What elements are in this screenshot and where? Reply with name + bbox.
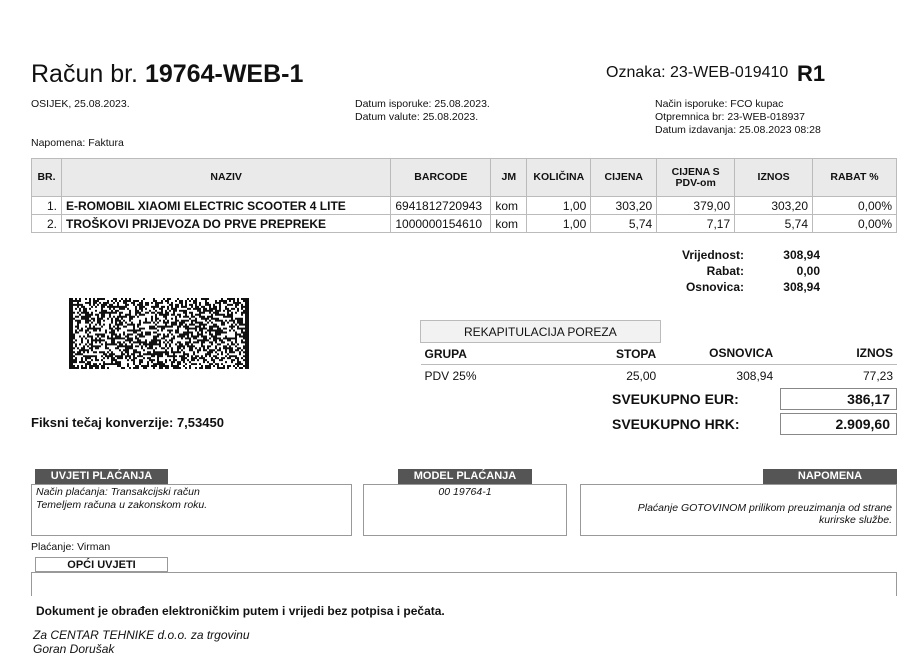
- osnovica-label: Osnovica:: [685, 280, 744, 294]
- cell-cijena-pdv: 7,17: [657, 215, 735, 233]
- cell-jm: kom: [491, 215, 527, 233]
- vrijednost-label: Vrijednost:: [681, 248, 744, 262]
- barcode-image: [69, 298, 249, 369]
- napomena-panel: [580, 484, 897, 536]
- totals-block: [668, 247, 820, 295]
- datum-isporuke: Datum isporuke: 25.08.2023.: [355, 98, 490, 110]
- cell-br: 1.: [32, 197, 62, 215]
- napomena-heading: NAPOMENA: [763, 469, 897, 484]
- eur-label: SVEUKUPNO EUR:: [612, 391, 739, 407]
- tax-stopa: 25,00: [626, 368, 657, 383]
- place-date: OSIJEK, 25.08.2023.: [31, 98, 130, 110]
- cell-cijena-pdv: 379,00: [657, 197, 735, 215]
- tax-col-iznos: IZNOS: [777, 343, 897, 365]
- otpremnica: Otpremnica br: 23-WEB-018937: [655, 111, 805, 123]
- invoice-number: 19764-WEB-1: [144, 60, 304, 88]
- col-rabat: RABAT %: [813, 159, 897, 197]
- tax-col-grupa: GRUPA: [421, 343, 541, 365]
- cell-cijena: 5,74: [591, 215, 657, 233]
- uvjeti-placanja-panel: [31, 484, 352, 536]
- cell-kolicina: 1,00: [527, 215, 591, 233]
- cell-iznos: 5,74: [735, 215, 813, 233]
- col-jm: JM: [491, 159, 527, 197]
- cell-barcode: 6941812720943: [391, 197, 491, 215]
- table-row: [32, 215, 897, 233]
- cell-naziv: TROŠKOVI PRIJEVOZA DO PRVE PREPREKE: [61, 215, 390, 233]
- napomena-line2: kurirske službe.: [819, 514, 892, 526]
- cell-br: 2.: [32, 215, 62, 233]
- col-kolicina: KOLIČINA: [527, 159, 591, 197]
- cell-rabat: 0,00%: [813, 215, 897, 233]
- napomena-line: Napomena: Faktura: [31, 137, 124, 149]
- col-br: BR.: [32, 159, 62, 197]
- table-row: [32, 197, 897, 215]
- placanje-line: Plaćanje: Virman: [31, 541, 111, 553]
- uvjeti-placanja-heading: UVJETI PLAĆANJA: [35, 469, 168, 484]
- cell-kolicina: 1,00: [527, 197, 591, 215]
- opci-uvjeti-heading: OPĆI UVJETI: [35, 557, 168, 572]
- tax-col-osnovica: OSNOVICA: [660, 343, 777, 365]
- datum-valute: Datum valute: 25.08.2023.: [355, 111, 479, 123]
- cell-jm: kom: [491, 197, 527, 215]
- title-prefix: Račun br.: [31, 60, 139, 88]
- rabat-label: Rabat:: [706, 264, 744, 278]
- col-cijena-pdv: CIJENA S PDV-om: [657, 159, 735, 197]
- opci-uvjeti-panel: [31, 572, 897, 596]
- cell-naziv: E-ROMOBIL XIAOMI ELECTRIC SCOOTER 4 LITE: [61, 197, 390, 215]
- fiksni-tecaj: Fiksni tečaj konverzije: 7,53450: [31, 415, 224, 430]
- cell-cijena: 303,20: [591, 197, 657, 215]
- tax-osnovica: 308,94: [736, 368, 774, 383]
- col-iznos: IZNOS: [735, 159, 813, 197]
- cell-rabat: 0,00%: [813, 197, 897, 215]
- vrijednost-value: 308,94: [783, 248, 820, 262]
- items-header-row: [32, 159, 897, 197]
- hrk-total: 2.909,60: [780, 413, 897, 435]
- cell-barcode: 1000000154610: [391, 215, 491, 233]
- invoice-title: [31, 60, 303, 89]
- model-placanja-panel: [363, 484, 567, 536]
- hrk-label: SVEUKUPNO HRK:: [612, 416, 740, 432]
- cell-iznos: 303,20: [735, 197, 813, 215]
- tax-grupa: PDV 25%: [424, 368, 477, 383]
- footer-person: Goran Dorušak: [33, 642, 115, 656]
- col-naziv: NAZIV: [61, 159, 390, 197]
- model-value: 00 19764-1: [438, 486, 492, 498]
- tax-recap-heading: REKAPITULACIJA POREZA: [421, 321, 661, 343]
- oznaka: Oznaka: 23-WEB-019410: [606, 64, 789, 81]
- footer-statement: Dokument je obrađen elektroničkim putem i vrijedi bez potpisa i pečata.: [36, 604, 445, 618]
- uvjeti-line2: Temeljem računa u zakonskom roku.: [36, 499, 208, 511]
- napomena-line1: Plaćanje GOTOVINOM prilikom preuzimanja od strane: [637, 502, 892, 514]
- tax-iznos: 77,23: [862, 368, 893, 383]
- eur-total: 386,17: [780, 388, 897, 410]
- uvjeti-line1: Način plaćanja: Transakcijski račun: [36, 486, 200, 498]
- nacin-isporuke: Način isporuke: FCO kupac: [655, 98, 784, 110]
- tax-recap-table: [420, 320, 897, 387]
- r1-badge: R1: [797, 61, 826, 86]
- footer-company: Za CENTAR TEHNIKE d.o.o. za trgovinu: [33, 628, 250, 642]
- rabat-value: 0,00: [796, 264, 820, 278]
- datum-izdavanja: Datum izdavanja: 25.08.2023 08:28: [655, 124, 821, 136]
- col-cijena: CIJENA: [591, 159, 657, 197]
- items-table: [31, 158, 897, 233]
- model-placanja-heading: MODEL PLAĆANJA: [398, 469, 532, 484]
- tax-col-stopa: STOPA: [540, 343, 660, 365]
- osnovica-value: 308,94: [783, 280, 820, 294]
- col-barcode: BARCODE: [391, 159, 491, 197]
